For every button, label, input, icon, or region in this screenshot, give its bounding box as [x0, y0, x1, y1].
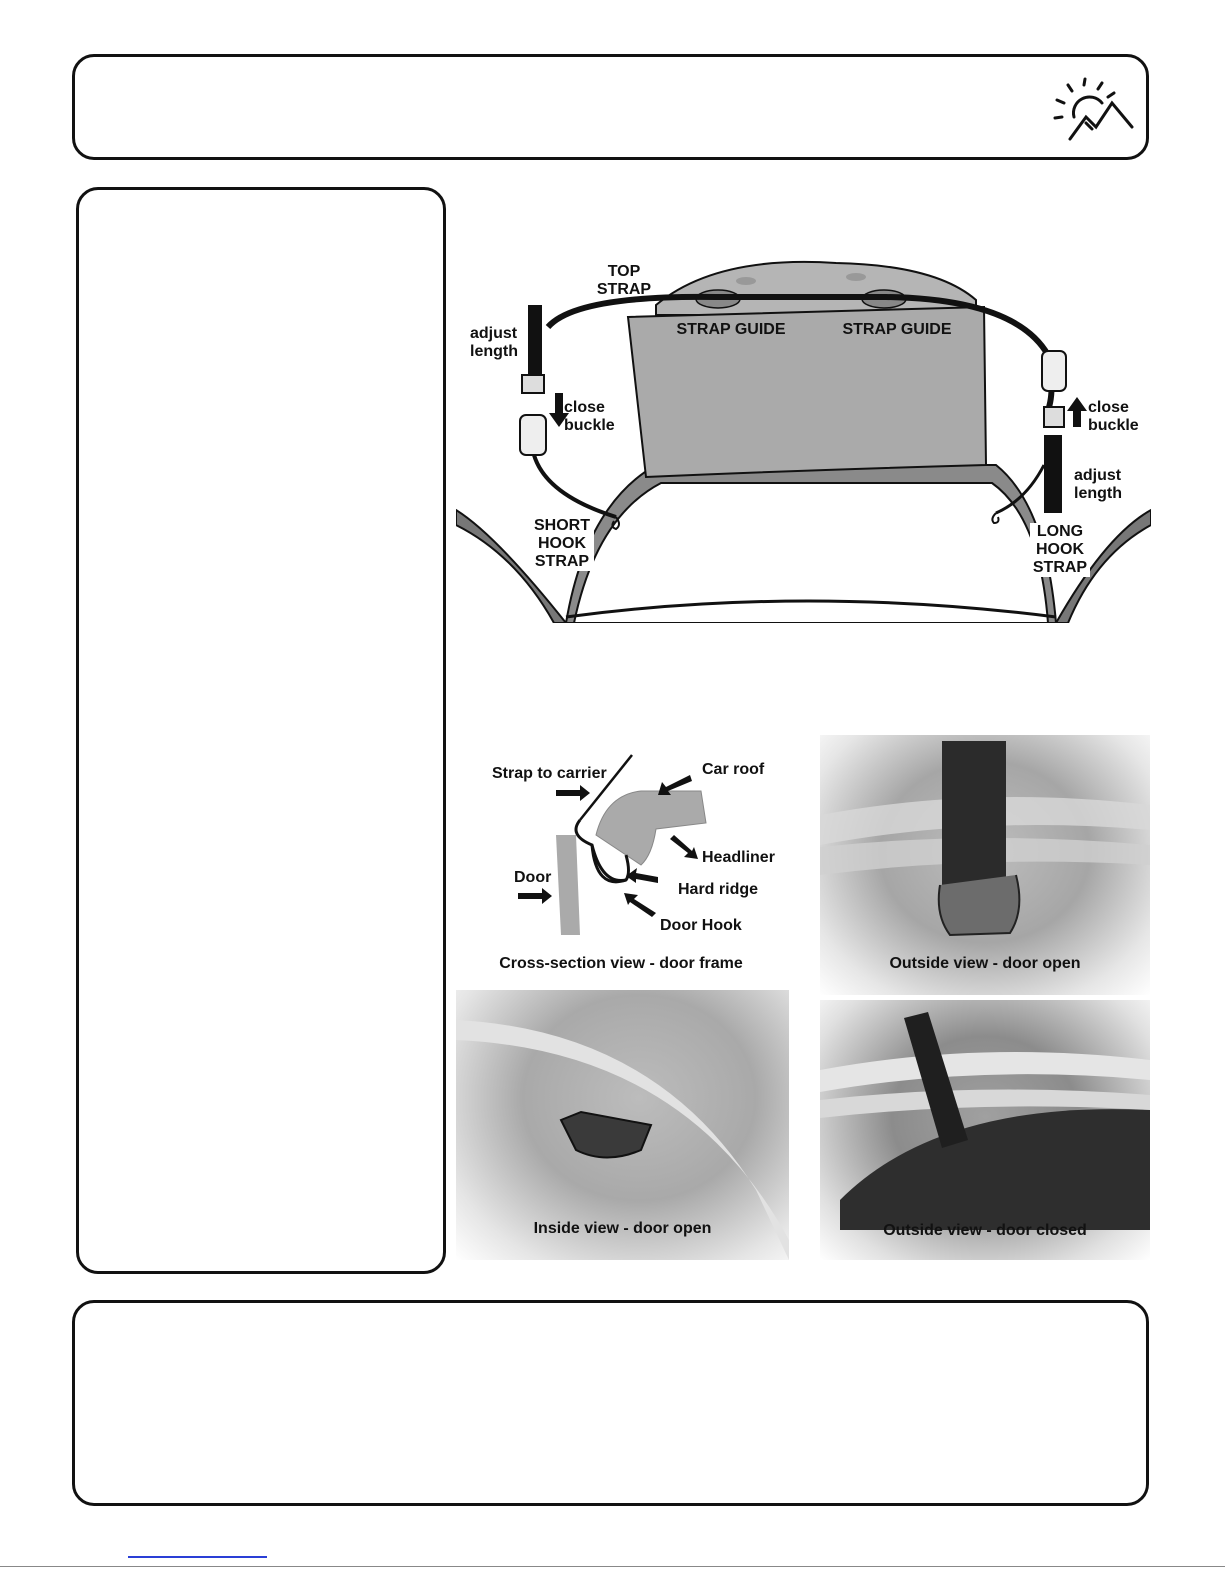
- cross-section-caption: Cross-section view - door frame: [499, 955, 743, 972]
- car-roof-label: Car roof: [702, 761, 765, 778]
- close-buckle-label: close buckle: [1088, 399, 1139, 434]
- door-label: Door: [514, 869, 552, 886]
- adjust-length-label: adjust length: [470, 325, 518, 360]
- cross-section-diagram: [456, 735, 786, 982]
- strap-to-carrier-label: Strap to carrier: [492, 765, 607, 782]
- photo-outside-door-closed-drawing: [820, 1000, 1150, 1260]
- top-strap-label: TOP STRAP: [596, 263, 652, 298]
- hard-ridge-label: Hard ridge: [678, 881, 759, 898]
- inside-open-caption: Inside view - door open: [533, 1220, 712, 1237]
- footer-box: [72, 1300, 1149, 1506]
- close-buckle-label: close buckle: [564, 399, 615, 434]
- long-hook-strap-label: LONG HOOK STRAP: [1030, 523, 1090, 577]
- strap-guide-label: STRAP GUIDE: [676, 321, 786, 338]
- headliner-label: Headliner: [702, 849, 775, 866]
- outside-closed-caption: Outside view - door closed: [883, 1222, 1087, 1239]
- footer-link-underline[interactable]: [128, 1556, 267, 1558]
- adjust-length-label: adjust length: [1074, 467, 1122, 502]
- short-hook-strap-label: SHORT HOOK STRAP: [530, 517, 594, 571]
- sun-mountain-icon: [1052, 77, 1136, 143]
- sidebar-box: [76, 187, 446, 1274]
- strap-guide-label: STRAP GUIDE: [842, 321, 952, 338]
- photo-outside-door-closed: [820, 1000, 1150, 1260]
- page-bottom-rule: [0, 1566, 1225, 1567]
- photo-outside-door-open: [820, 735, 1150, 995]
- door-hook-label: Door Hook: [660, 917, 742, 934]
- outside-open-caption: Outside view - door open: [889, 955, 1081, 972]
- photo-inside-door-open: [456, 990, 789, 1260]
- strap-diagram: [456, 255, 1151, 623]
- header-box: [72, 54, 1149, 160]
